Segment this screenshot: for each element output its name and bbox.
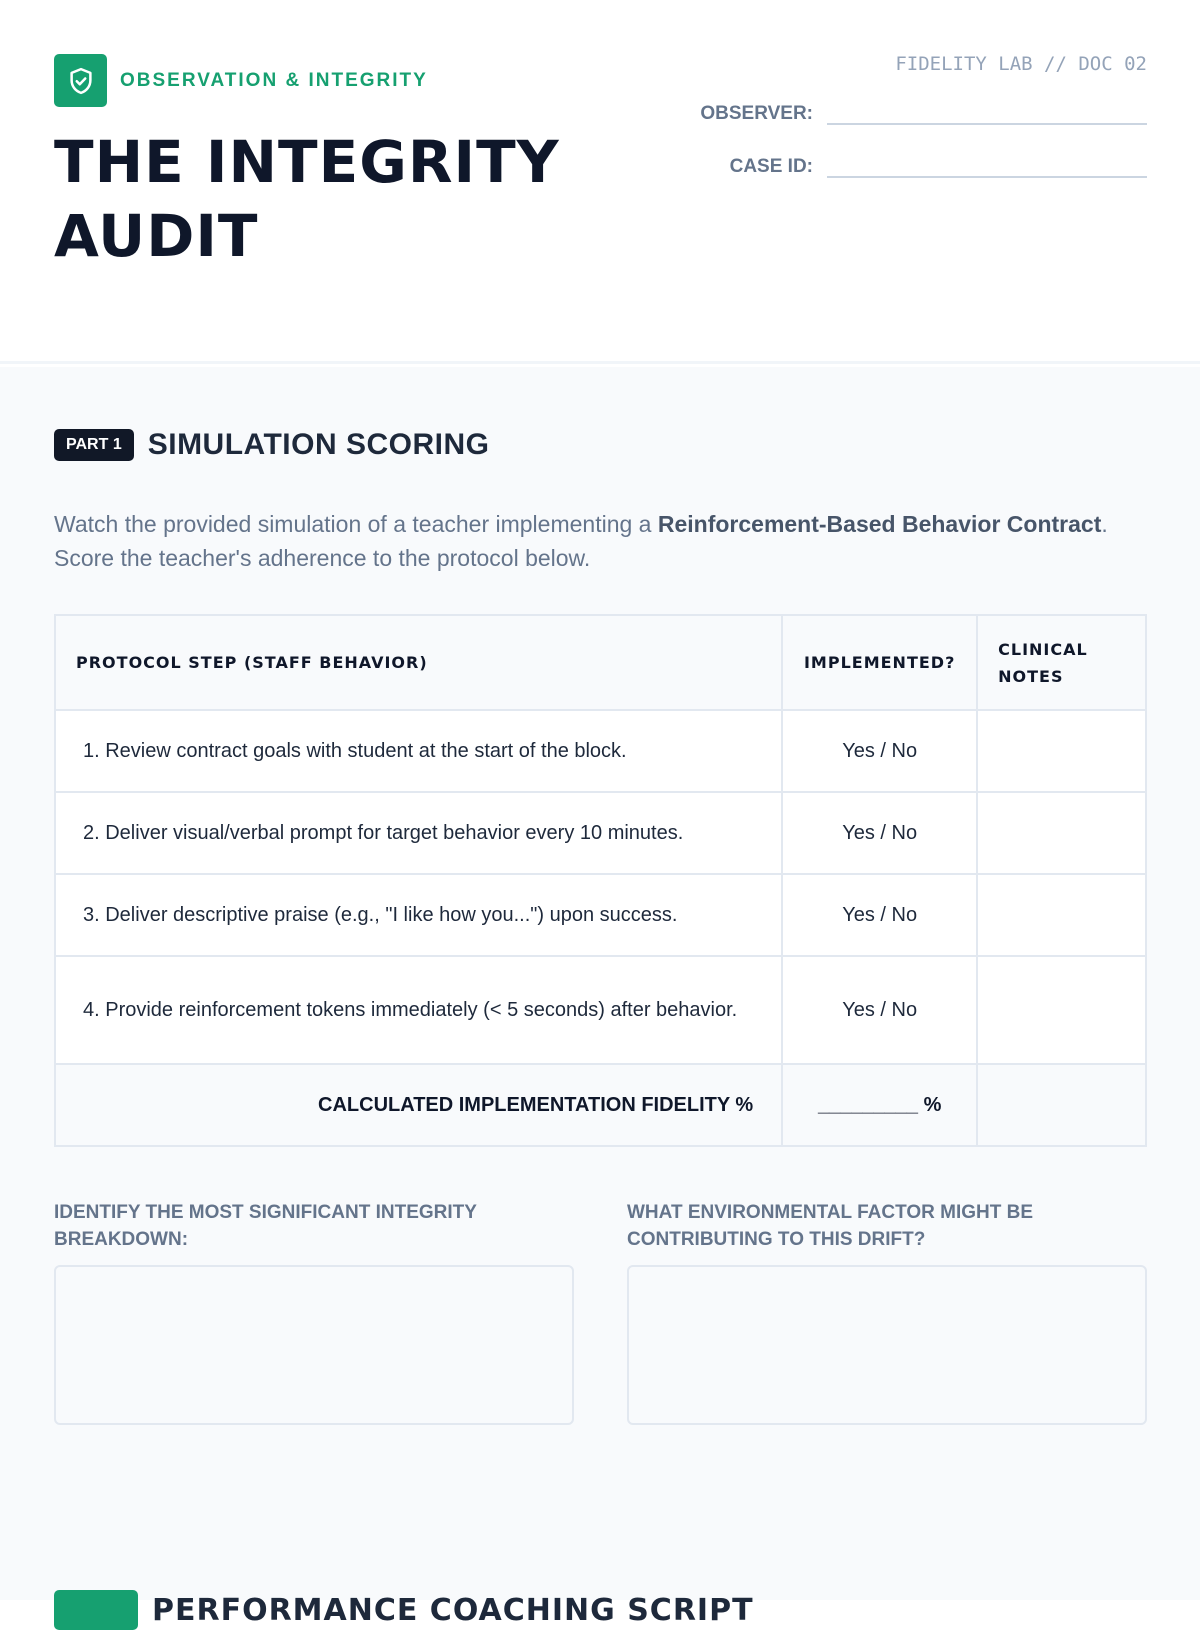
table-row xyxy=(55,792,1146,874)
observer-input-line[interactable] xyxy=(827,100,1147,125)
document-header xyxy=(0,0,1200,364)
header-implemented: IMPLEMENTED? xyxy=(782,615,977,710)
intro-text-bold: Reinforcement-Based Behavior Contract xyxy=(657,511,1102,537)
case-id-label: CASE ID: xyxy=(729,156,813,177)
clinical-notes-cell[interactable] xyxy=(977,956,1146,1064)
table-row xyxy=(55,956,1146,1064)
observer-field[interactable] xyxy=(700,100,1147,125)
question-environmental-factor xyxy=(627,1199,1147,1425)
fidelity-notes-cell xyxy=(977,1064,1146,1146)
part1-badge: PART 1 xyxy=(54,429,134,461)
answer-box[interactable] xyxy=(627,1265,1147,1425)
question-integrity-breakdown xyxy=(54,1199,574,1425)
intro-text-end: . Score the teacher's adherence to the protocol below. xyxy=(54,511,1108,571)
part2-title: PERFORMANCE COACHING SCRIPT xyxy=(152,1592,754,1628)
table-row xyxy=(55,710,1146,792)
case-id-input-line[interactable] xyxy=(827,153,1147,178)
part2-badge xyxy=(54,1590,138,1630)
implemented-choice[interactable]: Yes / No xyxy=(782,874,977,956)
doc-id: FIDELITY LAB // DOC 02 xyxy=(895,53,1147,75)
shield-check-icon xyxy=(54,54,107,107)
part1-instructions xyxy=(54,507,1144,575)
protocol-step: 2. Deliver visual/verbal prompt for target behavior every 10 minutes. xyxy=(55,792,782,874)
answer-box[interactable] xyxy=(54,1265,574,1425)
brand xyxy=(54,54,428,107)
table-header-row xyxy=(55,615,1146,710)
header-protocol-step: PROTOCOL STEP (STAFF BEHAVIOR) xyxy=(55,615,782,710)
clinical-notes-cell[interactable] xyxy=(977,710,1146,792)
clinical-notes-cell[interactable] xyxy=(977,874,1146,956)
question-label: WHAT ENVIRONMENTAL FACTOR MIGHT BE CONTRIBUTING TO THIS DRIFT? xyxy=(627,1202,1034,1250)
fidelity-total-label: CALCULATED IMPLEMENTATION FIDELITY % xyxy=(55,1064,782,1146)
implemented-choice[interactable]: Yes / No xyxy=(782,710,977,792)
protocol-step: 3. Deliver descriptive praise (e.g., "I like how you...") upon success. xyxy=(55,874,782,956)
clinical-notes-cell[interactable] xyxy=(977,792,1146,874)
page-title: THE INTEGRITY AUDIT xyxy=(54,128,560,270)
protocol-step: 4. Provide reinforcement tokens immediately (< 5 seconds) after behavior. xyxy=(55,956,782,1064)
header-clinical-notes: CLINICAL NOTES xyxy=(977,615,1146,710)
part1-title: SIMULATION SCORING xyxy=(147,428,490,461)
case-id-field[interactable] xyxy=(730,153,1147,178)
fidelity-total-row xyxy=(55,1064,1146,1146)
part2-heading xyxy=(54,1590,754,1630)
implemented-choice[interactable]: Yes / No xyxy=(782,792,977,874)
fidelity-percent-blank[interactable]: _________ % xyxy=(782,1064,977,1146)
implemented-choice[interactable]: Yes / No xyxy=(782,956,977,1064)
observer-label: OBSERVER: xyxy=(700,103,813,124)
intro-text-start: Watch the provided simulation of a teacher implementing a xyxy=(54,511,658,537)
part1-heading xyxy=(54,428,490,462)
protocol-step: 1. Review contract goals with student at the start of the block. xyxy=(55,710,782,792)
table-row xyxy=(55,874,1146,956)
question-label: IDENTIFY THE MOST SIGNIFICANT INTEGRITY BREAKDOWN: xyxy=(54,1202,477,1250)
brand-label: OBSERVATION & INTEGRITY xyxy=(120,69,428,91)
protocol-table xyxy=(54,614,1147,1147)
main-content xyxy=(0,367,1200,1628)
